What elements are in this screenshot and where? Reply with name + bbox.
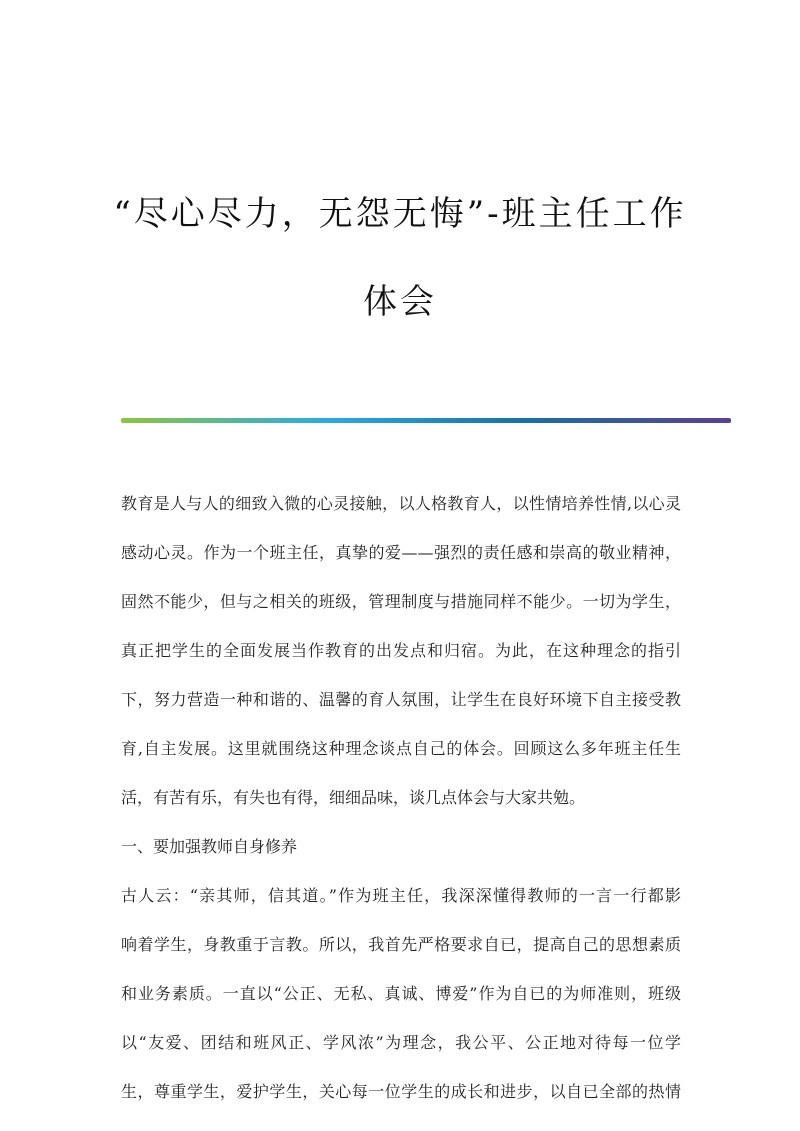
paragraph-line: 响着学生，身教重于言教。所以，我首先严格要求自已，提高自己的思想素质 [121,935,681,954]
paragraph-line: 生，尊重学生，爱护学生，关心每一位学生的成长和进步，以自已全部的热情 [121,1082,681,1101]
paragraph-line: 真正把学生的全面发展当作教育的出发点和归宿。为此，在这种理念的指引 [121,641,681,660]
paragraph-line: 下，努力营造一种和谐的、温馨的育人氛围，让学生在良好环境下自主接受教 [121,690,681,709]
section-heading: 一、要加强教师自身修养 [121,837,298,856]
paragraph-line: 固然不能少，但与之相关的班级，管理制度与措施同样不能少。一切为学生， [121,592,681,611]
paragraph-line: 感动心灵。作为一个班主任，真挚的爱——强烈的责任感和崇高的敬业精神， [121,543,681,562]
paragraph-line: 活，有苦有乐，有失也有得，细细品味，谈几点体会与大家共勉。 [121,788,586,807]
paragraph-line: 古人云：“亲其师，信其道。”作为班主任，我深深懂得教师的一言一行都影 [121,886,681,905]
paragraph-line: 育,自主发展。这里就围绕这种理念谈点自己的体会。回顾这么多年班主任生 [121,739,681,758]
paragraph-line: 和业务素质。一直以“公正、无私、真诚、博爱”作为自已的为师准则，班级 [121,984,681,1003]
document-body [121,489,681,1126]
paragraph-line: 教育是人与人的细致入微的心灵接触，以人格教育人，以性情培养性情,以心灵 [121,494,681,513]
document-title-line-1: “尽心尽力，无怨无悔”-班主任工作 [113,194,687,234]
paragraph-line: 以“友爱、团结和班风正、学风浓”为理念，我公平、公正地对待每一位学 [121,1033,681,1052]
document-title-line-2: 体会 [363,282,437,322]
title-divider [121,418,731,423]
